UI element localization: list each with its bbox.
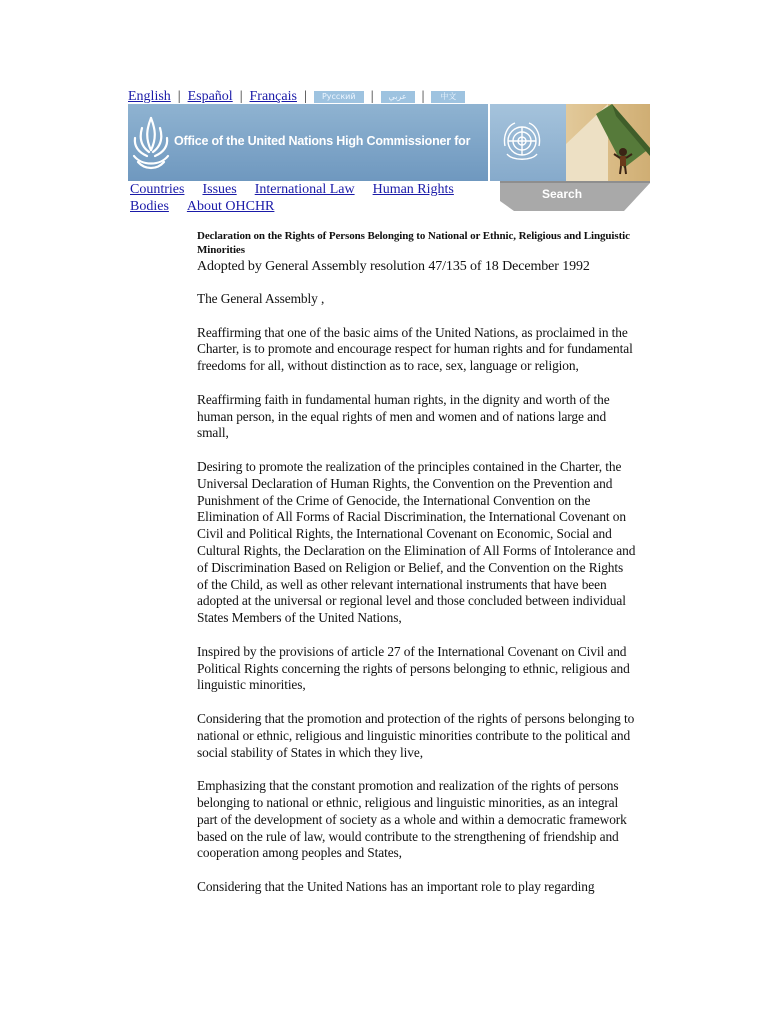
preamble-paragraph: Considering that the United Nations has an important role to play regarding xyxy=(197,878,595,894)
nav-link-international-law[interactable]: International Law xyxy=(254,182,355,197)
preamble-paragraph: Desiring to promote the realization of the principles contained in the Charter, the Universal Declaration of Human Rights, the Convention on the Prevention and Punishment of the Crime of Genocide, the International Convention on the Elimination of All Forms of Racial Discrimination, the International Covenant on Civil and Political Rights, the International Covenant on Economic, Social and Cultural Rights, the Declaration on the Elimination of All Forms of Intolerance and of Discrimination Based on Religion or Belief, and the Convention on the Rights of the Child, as well as other relevant international instruments that have been adopted at the universal or regional level and those concluded between individual States Members of the United Nations, xyxy=(197,458,636,626)
lang-separator: | xyxy=(421,89,425,104)
lang-separator: | xyxy=(177,89,181,104)
document-title: Declaration on the Rights of Persons Belonging to National or Ethnic, Religious and Linguistic Minorities xyxy=(197,230,630,256)
flame-hands-logo-icon xyxy=(128,110,174,176)
un-emblem-icon xyxy=(497,116,547,166)
lang-separator: | xyxy=(370,89,374,104)
main-nav xyxy=(130,181,490,215)
book-figure-icon xyxy=(566,104,650,181)
general-assembly-heading: The General Assembly , xyxy=(197,291,325,306)
banner-title-panel xyxy=(128,104,488,181)
book-figure-illustration xyxy=(566,104,650,181)
lang-link-arabic[interactable]: عربي xyxy=(381,91,415,103)
nav-link-bodies[interactable]: Bodies xyxy=(130,199,169,214)
preamble-paragraph: Reaffirming that one of the basic aims of the United Nations, as proclaimed in the Charter, is to promote and encourage respect for human rights and for fundamental freedoms for all, without distinction as to race, sex, language or religion, xyxy=(197,324,633,374)
preamble-paragraph: Inspired by the provisions of article 27 of the International Covenant on Civil and Political Rights concerning the rights of persons belonging to ethnic, religious and linguistic minorities, xyxy=(197,643,630,693)
banner-title: Office of the United Nations High Commissioner for xyxy=(174,134,471,148)
search-label: Search xyxy=(542,187,583,201)
nav-link-issues[interactable]: Issues xyxy=(202,182,237,197)
nav-link-about-ohchr[interactable]: About OHCHR xyxy=(186,199,275,214)
lang-link-francais[interactable]: Français xyxy=(249,89,297,104)
lang-separator: | xyxy=(303,89,307,104)
nav-row xyxy=(130,198,490,215)
nav-row xyxy=(130,181,490,198)
nav-link-countries[interactable]: Countries xyxy=(130,182,185,197)
un-emblem-panel xyxy=(490,104,566,181)
document-body xyxy=(197,230,637,896)
header-banner xyxy=(128,104,650,181)
nav-link-human-rights[interactable]: Human Rights xyxy=(372,182,454,197)
preamble-paragraph: Emphasizing that the constant promotion and realization of the rights of persons belonging to national or ethnic, religious and linguistic minorities, as an integral part of the development of society as a whole and within a democratic framework based on the rule of law, would contribute to the strengthening of friendship and cooperation among peoples and States, xyxy=(197,778,627,861)
preamble-paragraph: Reaffirming faith in fundamental human rights, in the dignity and worth of the human person, in the equal rights of men and women and of nations large and small, xyxy=(197,391,610,441)
preamble-paragraph: Considering that the promotion and protection of the rights of persons belonging to national or ethnic, religious and linguistic minorities contribute to the political and social stability of States in which they live, xyxy=(197,710,635,760)
adoption-note: Adopted by General Assembly resolution 47/135 of 18 December 1992 xyxy=(197,259,590,274)
lang-link-russian[interactable]: Русский xyxy=(314,91,364,103)
lang-separator: | xyxy=(239,89,243,104)
search-button[interactable] xyxy=(500,181,650,211)
lang-link-chinese[interactable]: 中文 xyxy=(431,91,465,103)
lang-link-espanol[interactable]: Español xyxy=(187,89,233,104)
lang-link-english[interactable]: English xyxy=(128,89,171,104)
